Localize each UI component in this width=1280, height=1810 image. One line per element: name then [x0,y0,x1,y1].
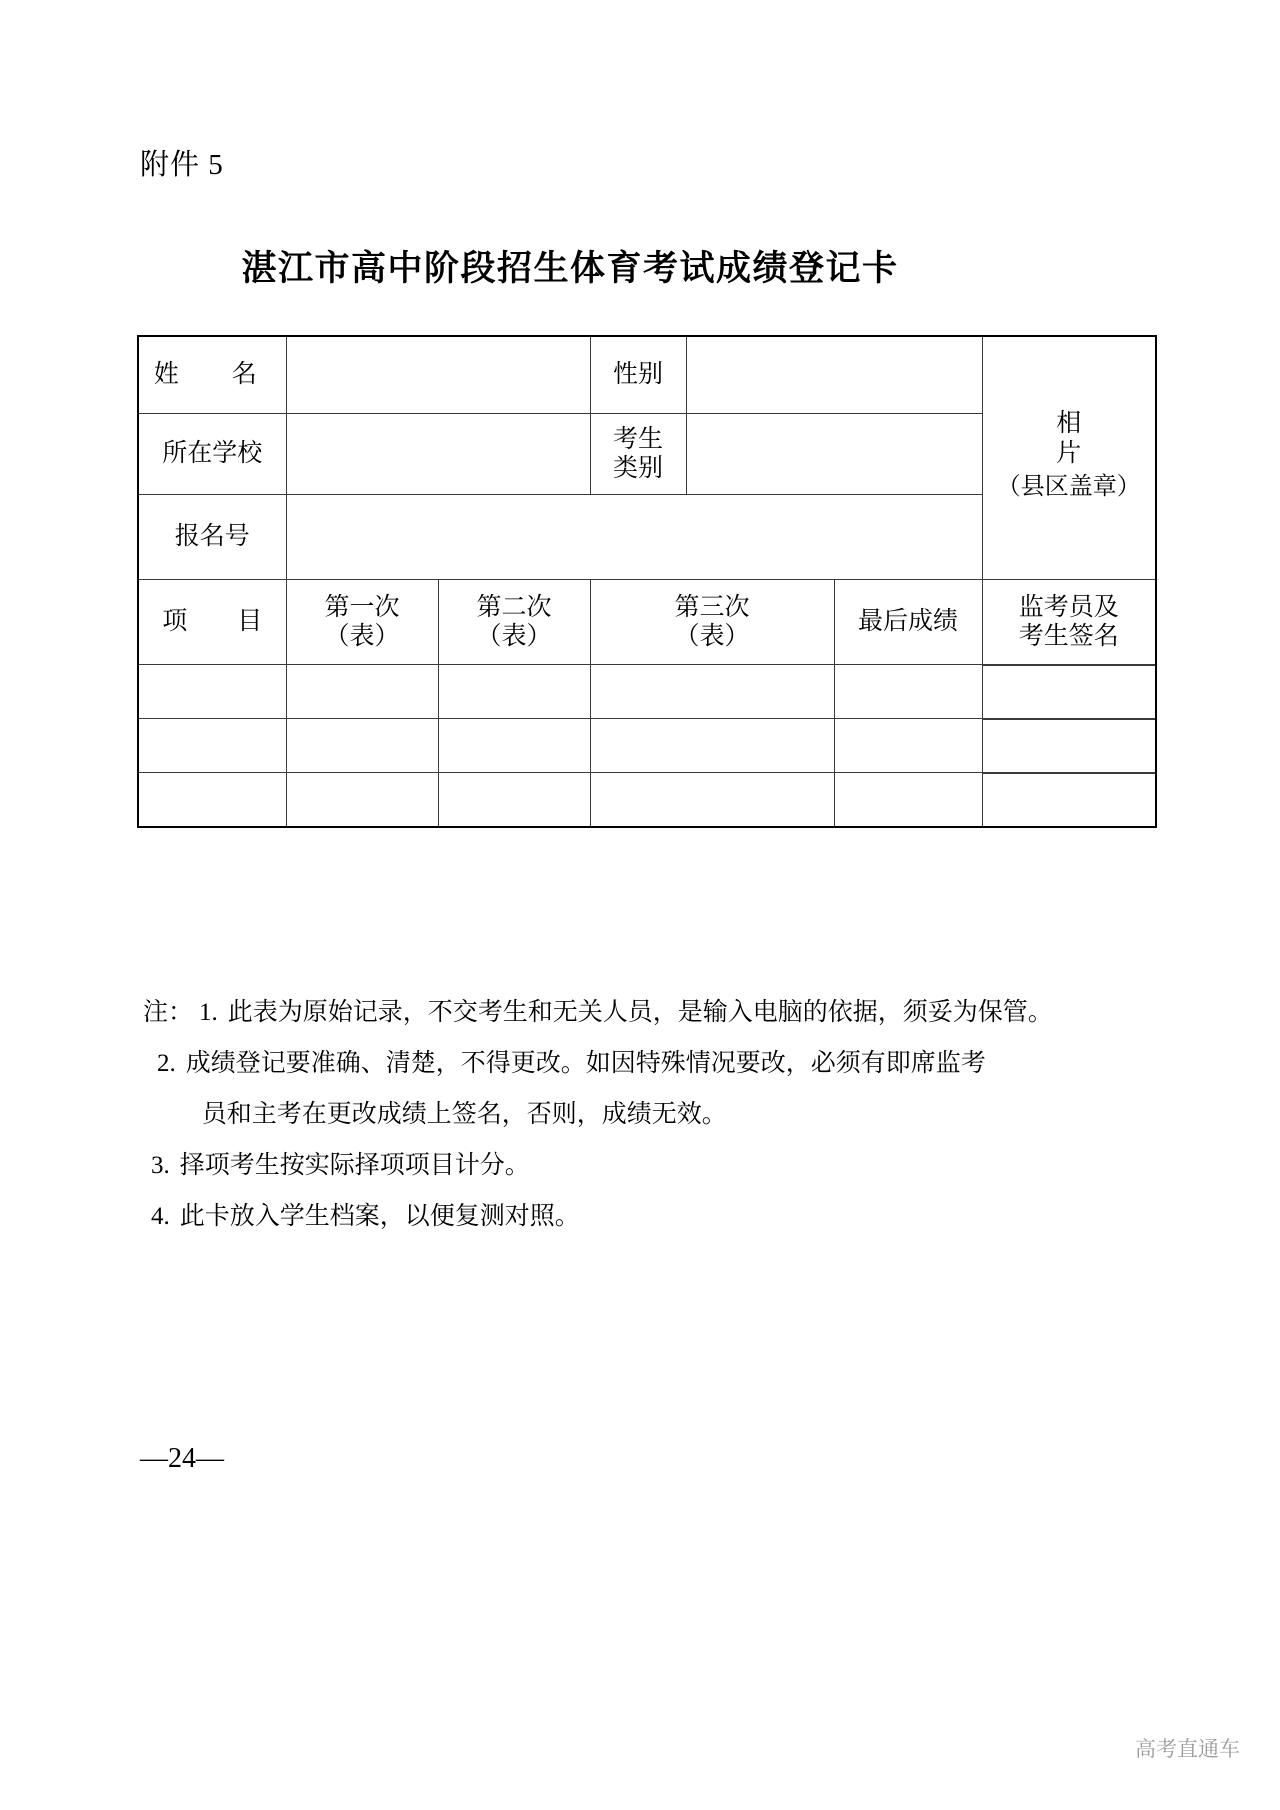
header-attempt-3-line2: （表） [674,623,750,650]
photo-label-line1: 相 [1056,410,1082,438]
cell-attempt-1[interactable] [286,773,438,828]
header-final-score: 最后成绩 [834,580,982,665]
cell-signature-candidate[interactable] [982,720,1156,773]
page-title: 湛江市高中阶段招生体育考试成绩登记卡 [241,249,899,288]
cell-attempt-2[interactable] [438,773,590,828]
header-signature [982,580,1156,665]
note-marker-4: 4. [151,1203,170,1230]
cell-attempt-3[interactable] [590,773,834,828]
header-attempt-3 [590,580,834,665]
cell-attempt-2[interactable] [438,719,590,773]
header-attempt-1 [286,580,438,665]
cell-attempt-3[interactable] [590,719,834,773]
cell-item[interactable] [138,719,286,773]
photo-label-line2: 片 [1056,439,1082,467]
note-item-1 [143,1000,1143,1025]
field-name-value[interactable] [286,336,590,414]
header-attempt-3-line1: 第三次 [674,593,750,621]
note-item-4 [151,1204,1143,1229]
note-text-3: 择项考生按实际择项项目计分。 [179,1152,530,1179]
note-text-2 [186,1051,986,1153]
cell-signature-candidate[interactable] [982,774,1156,828]
table-row-name [138,336,1156,414]
cell-attempt-1[interactable] [286,665,438,719]
header-signature-line1: 监考员及 [1018,593,1119,621]
note-item-2 [157,1051,1143,1153]
notes-title: 注： [143,999,194,1026]
note-marker-1: 1. [199,999,218,1026]
label-candidate-type-line1: 考生 [612,425,663,453]
header-attempt-1-line1: 第一次 [324,593,400,621]
cell-final-score[interactable] [834,719,982,773]
header-signature-line2: 考生签名 [1018,623,1119,650]
cell-final-score[interactable] [834,665,982,719]
header-item: 项 目 [138,580,286,665]
score-registration-table [137,335,1157,828]
label-candidate-type [590,414,686,495]
photo-seal-note: （县区盖章） [996,474,1141,501]
attachment-label: 附件 5 [140,149,224,181]
header-attempt-2-line1: 第二次 [476,593,552,621]
cell-attempt-1[interactable] [286,719,438,773]
note-item-3 [151,1153,1143,1178]
label-gender: 性别 [590,336,686,414]
field-candidate-type-value[interactable] [686,414,982,495]
header-attempt-2 [438,580,590,665]
note-text-4: 此卡放入学生档案，以便复测对照。 [179,1203,580,1230]
cell-attempt-2[interactable] [438,665,590,719]
photo-cell [982,336,1156,580]
note-text-2-line1: 成绩登记要准确、清楚，不得更改。如因特殊情况要改，必须有即席监考 [185,1050,986,1077]
note-text-1: 此表为原始记录，不交考生和无关人员，是输入电脑的依据，须妥为保管。 [227,999,1053,1026]
field-gender-value[interactable] [686,336,982,414]
cell-final-score[interactable] [834,773,982,828]
page-number: —24— [140,1443,224,1474]
label-school: 所在学校 [138,414,286,495]
field-school-value[interactable] [286,414,590,495]
note-marker-2: 2. [157,1050,176,1077]
cell-item[interactable] [138,665,286,719]
cell-signature-candidate[interactable] [982,666,1156,719]
notes-section [143,1000,1143,1229]
label-candidate-type-line2: 类别 [612,455,663,482]
note-text-2-line2: 员和主考在更改成绩上签名，否则，成绩无效。 [201,1101,727,1128]
note-marker-3: 3. [151,1152,170,1179]
label-registration-number: 报名号 [138,495,286,580]
label-name: 姓 名 [138,336,286,414]
watermark: 高考直通车 [1135,1738,1240,1761]
header-attempt-1-line2: （表） [324,623,400,650]
cell-item[interactable] [138,773,286,828]
table-header-row [138,580,1156,665]
header-attempt-2-line2: （表） [476,623,552,650]
field-registration-number-value[interactable] [286,495,982,580]
cell-attempt-3[interactable] [590,665,834,719]
